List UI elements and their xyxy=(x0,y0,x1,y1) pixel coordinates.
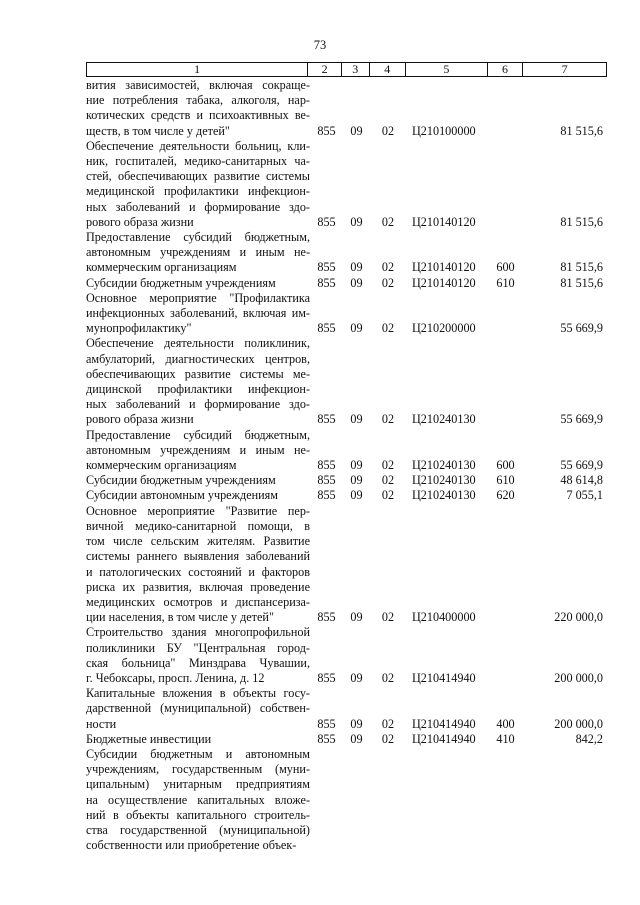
row-description xyxy=(86,504,310,626)
cell-c7: 81 515,6 xyxy=(560,214,603,229)
cell-c2: 855 xyxy=(317,321,336,336)
cell-c5: Ц210414940 xyxy=(412,716,476,731)
description-line: и патологических состояний и факторов xyxy=(86,564,310,579)
description-line: Предоставление субсидий бюджетным, xyxy=(86,427,310,442)
table-body xyxy=(86,78,607,853)
description-line: ства государственной (муниципальной) xyxy=(86,822,310,837)
description-line: ществ, в том числе у детей" xyxy=(86,123,230,138)
cell-c5: Ц210414940 xyxy=(412,670,476,685)
description-line: рового образа жизни xyxy=(86,412,194,427)
cell-c2: 855 xyxy=(317,670,336,685)
cell-c5: Ц210240130 xyxy=(412,488,476,503)
cell-c7: 220 000,0 xyxy=(554,610,603,625)
table-row xyxy=(86,488,607,503)
cell-c4: 02 xyxy=(381,473,395,488)
row-description xyxy=(86,139,310,230)
description-line: ности xyxy=(86,716,117,731)
description-line: Субсидии бюджетным учреждениям xyxy=(86,275,276,290)
cell-c3: 09 xyxy=(350,610,363,625)
description-line: поликлиники БУ "Центральная город- xyxy=(86,640,310,655)
row-description xyxy=(86,732,310,747)
cell-c5: Ц210140120 xyxy=(412,275,476,290)
cell-c2: 855 xyxy=(317,260,336,275)
description-line: ных заболеваний и формирование здо- xyxy=(86,199,310,214)
cell-c3: 09 xyxy=(350,260,363,275)
description-line: стей, обеспечивающих развитие системы xyxy=(86,169,310,184)
description-line: Капитальные вложения в объекты госу- xyxy=(86,686,310,701)
description-line: автономным учреждениям и иным не- xyxy=(86,442,310,457)
cell-c6: 600 xyxy=(496,260,515,275)
cell-c7: 55 669,9 xyxy=(560,458,603,473)
description-line: ципальным) унитарным предприятиям xyxy=(86,777,310,792)
header-col-3: 3 xyxy=(341,63,369,77)
description-line: рового образа жизни xyxy=(86,214,194,229)
table-header xyxy=(86,62,607,77)
cell-c3: 09 xyxy=(350,412,363,427)
cell-c7: 7 055,1 xyxy=(566,488,603,503)
description-line: медицинской профилактики инфекцион- xyxy=(86,184,310,199)
table-row xyxy=(86,139,607,230)
cell-c4: 02 xyxy=(381,716,395,731)
cell-c2: 855 xyxy=(317,123,336,138)
cell-c5: Ц210400000 xyxy=(412,610,476,625)
description-line: Обеспечение деятельности поликлиник, xyxy=(86,336,310,351)
cell-c4: 02 xyxy=(381,670,395,685)
description-line: учреждениям, государственным (муни- xyxy=(86,762,310,777)
cell-c7: 55 669,9 xyxy=(560,412,603,427)
header-col-4: 4 xyxy=(369,63,405,77)
cell-c3: 09 xyxy=(350,488,363,503)
cell-c6: 600 xyxy=(496,458,515,473)
table-row xyxy=(86,625,607,686)
description-line: ции населения, в том числе у детей" xyxy=(86,610,274,625)
cell-c3: 09 xyxy=(350,321,363,336)
header-col-6: 6 xyxy=(487,63,523,77)
cell-c3: 09 xyxy=(350,123,363,138)
cell-c3: 09 xyxy=(350,731,363,746)
description-line: Предоставление субсидий бюджетным, xyxy=(86,230,310,245)
row-description xyxy=(86,428,310,474)
cell-c5: Ц210240130 xyxy=(412,458,476,473)
cell-c4: 02 xyxy=(381,610,395,625)
cell-c7: 48 614,8 xyxy=(560,473,603,488)
description-line: системы раннего выявления заболеваний xyxy=(86,549,310,564)
description-line: Основное мероприятие "Развитие пер- xyxy=(86,503,310,518)
description-line: медицинских осмотров и диспансериза- xyxy=(86,594,310,609)
table-row xyxy=(86,747,607,853)
description-line: ний в объекты капитального строитель- xyxy=(86,807,310,822)
table-row xyxy=(86,291,607,337)
description-line: ние потребления табака, алкоголя, нар- xyxy=(86,93,310,108)
description-line: Основное мероприятие "Профилактика xyxy=(86,290,310,305)
description-line: том числе сельским жителям. Развитие xyxy=(86,534,310,549)
cell-c7: 81 515,6 xyxy=(560,123,603,138)
description-line: автономным учреждениям и иным не- xyxy=(86,245,310,260)
cell-c2: 855 xyxy=(317,716,336,731)
description-line: ник, госпиталей, медико-санитарных ча- xyxy=(86,154,310,169)
description-line: на осуществление капитальных вложе- xyxy=(86,792,310,807)
table-row xyxy=(86,473,607,488)
cell-c2: 855 xyxy=(317,473,336,488)
cell-c2: 855 xyxy=(317,275,336,290)
description-line: вичной медико-санитарной помощи, в xyxy=(86,518,310,533)
description-line: ных заболеваний и формирование здо- xyxy=(86,397,310,412)
cell-c2: 855 xyxy=(317,488,336,503)
description-line: амбулаторий, диагностических центров, xyxy=(86,351,310,366)
row-description xyxy=(86,625,310,686)
cell-c3: 09 xyxy=(350,275,363,290)
cell-c7: 81 515,6 xyxy=(560,260,603,275)
description-line: риска их развития, включая проведение xyxy=(86,579,310,594)
description-line: Субсидии бюджетным и автономным xyxy=(86,746,310,761)
table-row xyxy=(86,428,607,474)
row-description xyxy=(86,488,310,503)
description-line: Обеспечение деятельности больниц, кли- xyxy=(86,138,310,153)
page-number: 73 xyxy=(313,38,327,52)
table-row xyxy=(86,78,607,139)
cell-c7: 81 515,6 xyxy=(560,275,603,290)
cell-c4: 02 xyxy=(381,260,395,275)
cell-c4: 02 xyxy=(381,275,395,290)
row-description xyxy=(86,686,310,732)
cell-c6: 620 xyxy=(496,488,515,503)
cell-c4: 02 xyxy=(381,412,395,427)
description-line: дицинской профилактики инфекцион- xyxy=(86,382,310,397)
cell-c6: 400 xyxy=(496,716,515,731)
cell-c4: 02 xyxy=(381,321,395,336)
row-description xyxy=(86,747,310,853)
table-row xyxy=(86,230,607,276)
cell-c2: 855 xyxy=(317,412,336,427)
cell-c6: 610 xyxy=(496,275,515,290)
row-description xyxy=(86,230,310,276)
description-line: коммерческим организациям xyxy=(86,458,237,473)
header-col-5: 5 xyxy=(406,63,488,77)
cell-c5: Ц210240130 xyxy=(412,473,476,488)
row-description xyxy=(86,336,310,427)
description-line: Субсидии бюджетным учреждениям xyxy=(86,473,276,488)
cell-c6: 410 xyxy=(496,731,515,746)
cell-c6: 610 xyxy=(496,473,515,488)
description-line: котических средств и психоактивных ве- xyxy=(86,108,310,123)
cell-c4: 02 xyxy=(381,458,395,473)
cell-c3: 09 xyxy=(350,670,363,685)
cell-c7: 200 000,0 xyxy=(554,670,603,685)
cell-c3: 09 xyxy=(350,214,363,229)
row-description xyxy=(86,78,310,139)
cell-c7: 55 669,9 xyxy=(560,321,603,336)
description-line: мунопрофилактику" xyxy=(86,321,192,336)
cell-c5: Ц210200000 xyxy=(412,321,476,336)
description-line: дарственной (муниципальной) собствен- xyxy=(86,701,310,716)
header-col-7: 7 xyxy=(523,63,607,77)
cell-c4: 02 xyxy=(381,214,395,229)
table-row xyxy=(86,732,607,747)
description-line: инфекционных заболеваний, включая им- xyxy=(86,306,310,321)
description-line: Строительство здания многопрофильной xyxy=(86,625,310,640)
cell-c7: 842,2 xyxy=(575,731,603,746)
description-line: Субсидии автономным учреждениям xyxy=(86,488,278,503)
cell-c5: Ц210414940 xyxy=(412,731,476,746)
cell-c5: Ц210140120 xyxy=(412,260,476,275)
table-row xyxy=(86,504,607,626)
cell-c4: 02 xyxy=(381,123,395,138)
cell-c5: Ц210100000 xyxy=(412,123,476,138)
cell-c2: 855 xyxy=(317,610,336,625)
cell-c4: 02 xyxy=(381,731,395,746)
cell-c2: 855 xyxy=(317,214,336,229)
table-row xyxy=(86,336,607,427)
cell-c2: 855 xyxy=(317,731,336,746)
cell-c2: 855 xyxy=(317,458,336,473)
cell-c5: Ц210140120 xyxy=(412,214,476,229)
description-line: коммерческим организациям xyxy=(86,260,237,275)
description-line: вития зависимостей, включая сокраще- xyxy=(86,78,310,92)
row-description xyxy=(86,276,310,291)
cell-c3: 09 xyxy=(350,716,363,731)
description-line: собственности или приобретение объек- xyxy=(86,838,297,853)
description-line: Бюджетные инвестиции xyxy=(86,731,212,746)
table-row xyxy=(86,686,607,732)
cell-c5: Ц210240130 xyxy=(412,412,476,427)
cell-c7: 200 000,0 xyxy=(554,716,603,731)
cell-c4: 02 xyxy=(381,488,395,503)
description-line: г. Чебоксары, просп. Ленина, д. 12 xyxy=(86,670,265,685)
table-row xyxy=(86,276,607,291)
cell-c3: 09 xyxy=(350,473,363,488)
header-col-1: 1 xyxy=(87,63,308,77)
description-line: обеспечивающих развитие системы ме- xyxy=(86,366,310,381)
cell-c3: 09 xyxy=(350,458,363,473)
row-description xyxy=(86,291,310,337)
header-col-2: 2 xyxy=(308,63,342,77)
row-description xyxy=(86,473,310,488)
description-line: ская больница" Минздрава Чувашии, xyxy=(86,655,310,670)
